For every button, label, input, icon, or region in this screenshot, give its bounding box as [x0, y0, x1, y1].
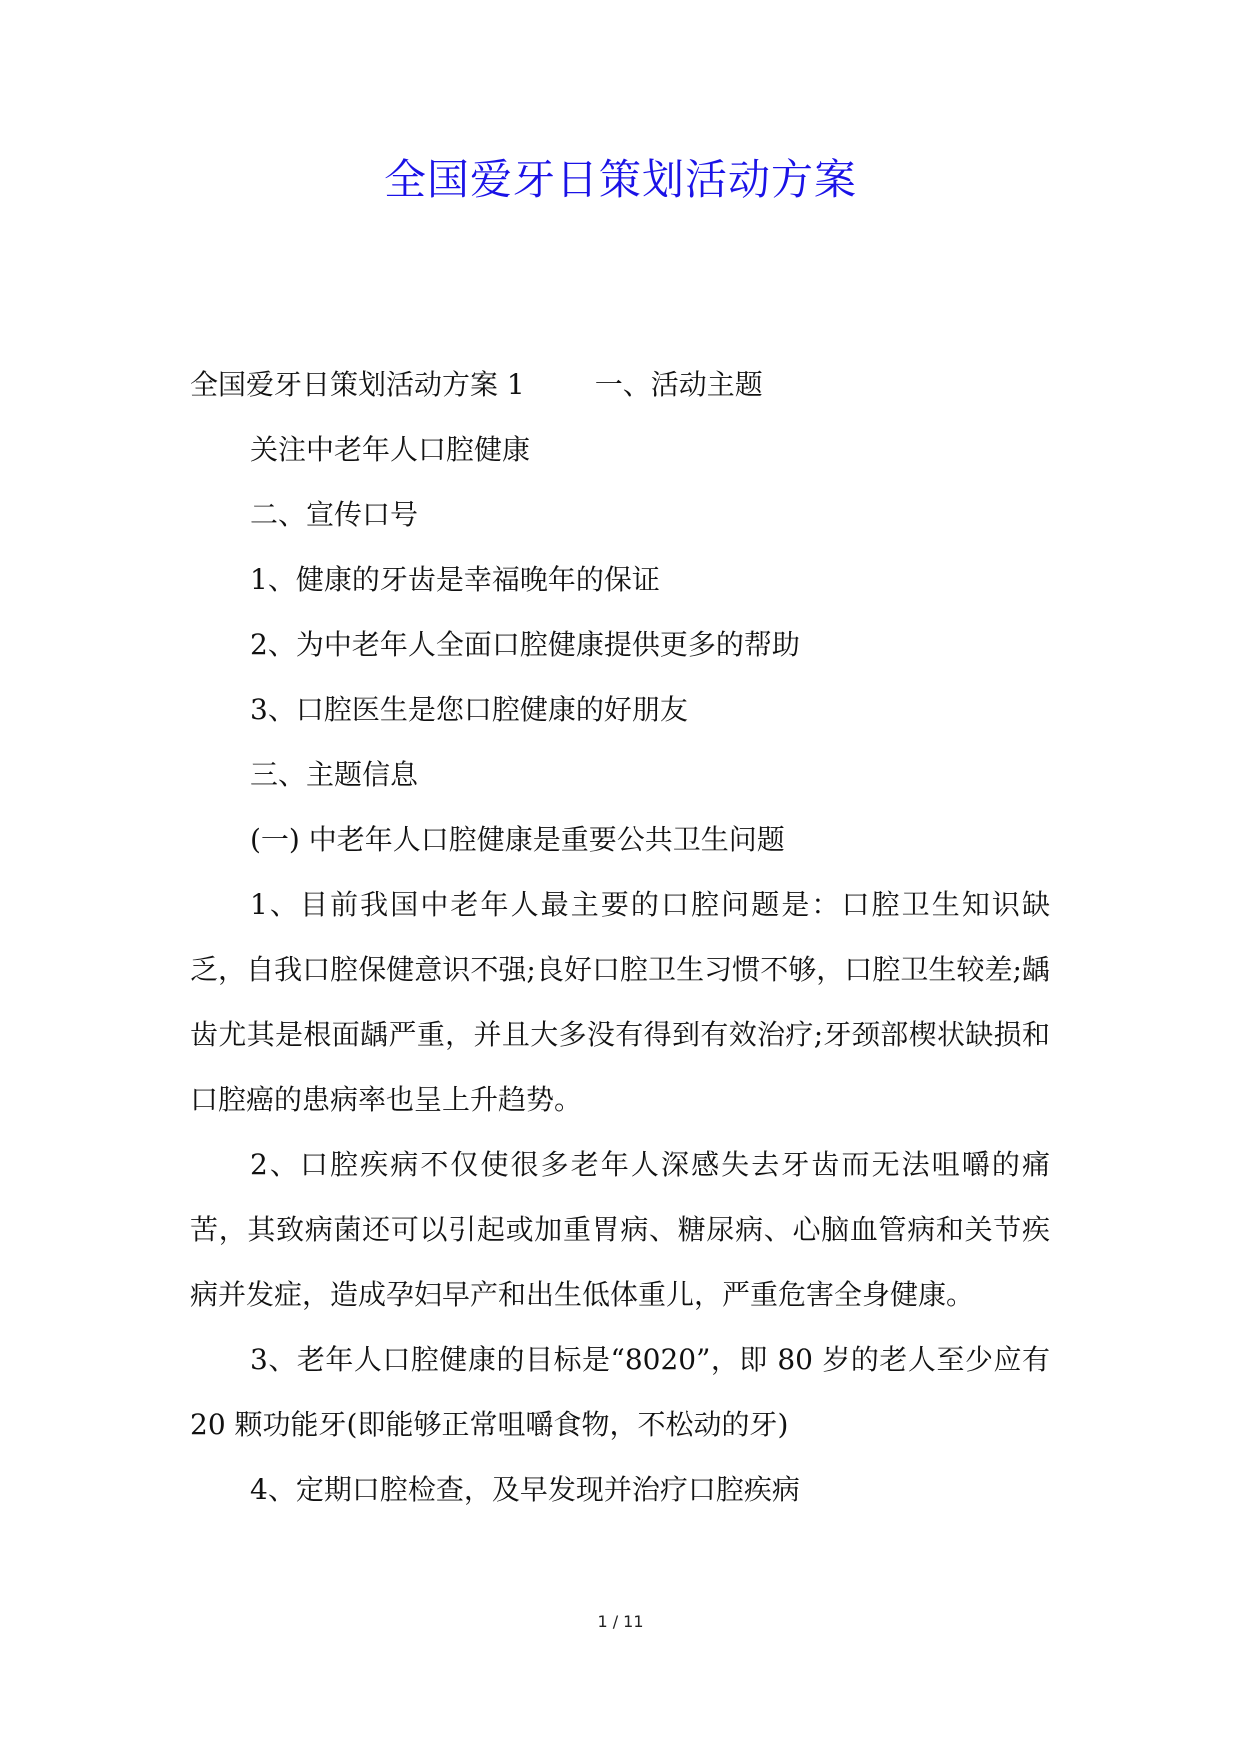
first-line — [190, 352, 1050, 417]
paragraph: 2、口腔疾病不仅使很多老年人深感失去牙齿而无法咀嚼的痛苦，其致病菌还可以引起或加重胃病、糖尿病、心脑血管病和关节疾病并发症，造成孕妇早产和出生低体重儿，严重危害全身健康。 — [190, 1148, 1050, 1311]
paragraph: 关注中老年人口腔健康 — [250, 433, 531, 466]
slogan-item: 1、健康的牙齿是幸福晚年的保证 — [250, 563, 660, 596]
paragraph: 3、老年人口腔健康的目标是“8020”，即 80 岁的老人至少应有 20 颗功能牙(即能够正常咀嚼食物，不松动的牙) — [190, 1343, 1050, 1441]
slogan-item: 2、为中老年人全面口腔健康提供更多的帮助 — [250, 628, 800, 661]
section-heading-1: 一、活动主题 — [594, 368, 763, 401]
page-number: 1 / 11 — [597, 1612, 644, 1631]
section-heading: 三、主题信息 — [250, 758, 419, 791]
document-body — [190, 352, 1050, 1522]
slogan-item: 3、口腔医生是您口腔健康的好朋友 — [250, 693, 688, 726]
section-heading: 二、宣传口号 — [250, 498, 419, 531]
document-subtitle: 全国爱牙日策划活动方案 1 — [190, 368, 525, 401]
paragraph: 4、定期口腔检查，及早发现并治疗口腔疾病 — [250, 1473, 800, 1506]
document-title: 全国爱牙日策划活动方案 — [383, 155, 857, 204]
paragraph: 1、目前我国中老年人最主要的口腔问题是：口腔卫生知识缺乏，自我口腔保健意识不强;良好口腔卫生习惯不够，口腔卫生较差;龋齿尤其是根面龋严重，并且大多没有得到有效治疗;牙颈部楔状缺损和口腔癌的患病率也呈上升趋势。 — [190, 888, 1050, 1116]
subsection-heading: (一) 中老年人口腔健康是重要公共卫生问题 — [250, 823, 785, 856]
